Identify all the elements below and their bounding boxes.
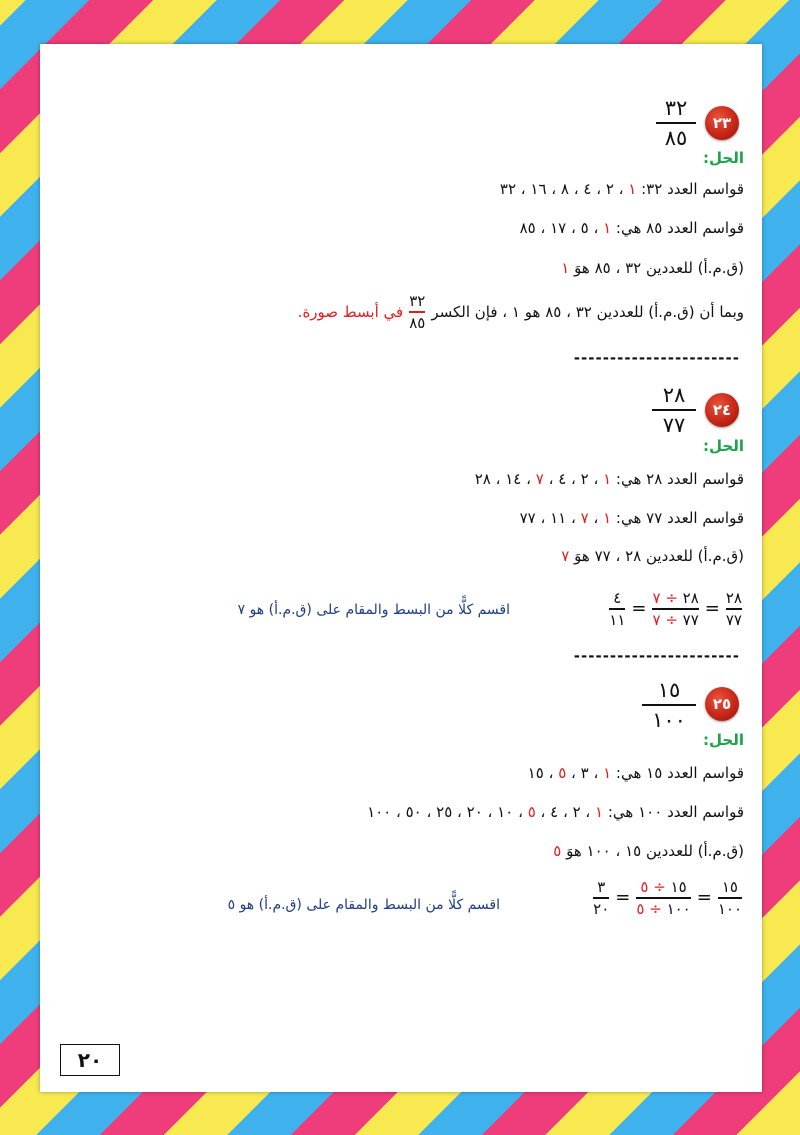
p25-equation: $\frac{١٥}{١٠٠}$ = $\frac{١٥ \div ٥}{١٠٠ \div ٥}$ = $\frac{٣}{٢٠}$ xyxy=(593,878,742,918)
p25-divisors-100: قواسم العدد ١٠٠ هي: ١ ، ٢ ، ٤ ، ٥ ، ١٠ ، ٢٠ ، ٢٥ ، ٥٠ ، ١٠٠ xyxy=(367,803,744,821)
problem-23-badge xyxy=(705,106,739,140)
problem-25-number: ٢٥ xyxy=(712,695,732,713)
p24-gcd: (ق.م.أ) للعددين ٢٨ ، ٧٧ هوَ ٧ xyxy=(561,547,744,565)
separator: ----------------------- xyxy=(573,647,740,665)
p24-note: اقسم كلًّا من البسط والمقام على (ق.م.أ) هو ٧ xyxy=(237,602,510,618)
problem-24-fraction: ٢٨ ٧٧ xyxy=(652,383,696,437)
fraction-bar xyxy=(656,122,696,124)
p24-eq-original: $\frac{٢٨}{٧٧}$ xyxy=(725,589,742,629)
solution-label-25: الحل: xyxy=(703,731,744,749)
page-number: ٢٠ xyxy=(60,1044,120,1076)
p23-conclusion-fraction: $\frac{٣٢}{٨٥}$ xyxy=(409,292,426,332)
problem-25-fraction: ١٥ ١٠٠ xyxy=(642,678,696,732)
p24-equation: $\frac{٢٨}{٧٧}$ = $\frac{٢٨ \div ٧}{٧٧ \div ٧}$ = $\frac{٤}{١١}$ xyxy=(609,589,742,629)
problem-23-denominator: ٨٥ xyxy=(664,126,688,150)
p24-eq-division: $\frac{٢٨ \div ٧}{٧٧ \div ٧}$ xyxy=(652,589,699,629)
p25-eq-result: $\frac{٣}{٢٠}$ xyxy=(593,878,610,918)
problem-23-fraction xyxy=(656,96,696,150)
page-sheet xyxy=(40,44,762,1092)
p25-divisors-15: قواسم العدد ١٥ هي: ١ ، ٣ ، ٥ ، ١٥ xyxy=(527,764,744,782)
solution-label-24: الحل: xyxy=(703,437,744,455)
p24-divisors-28: قواسم العدد ٢٨ هي: ١ ، ٢ ، ٤ ، ٧ ، ١٤ ، ٢٨ xyxy=(474,470,744,488)
separator: ----------------------- xyxy=(573,349,740,367)
problem-24-number: ٢٤ xyxy=(712,401,732,419)
problem-23-number: ٢٣ xyxy=(712,114,732,132)
p25-eq-division: $\frac{١٥ \div ٥}{١٠٠ \div ٥}$ xyxy=(636,878,691,918)
solution-label-23: الحل: xyxy=(703,149,744,167)
p23-divisors-32: قواسم العدد ٣٢: ١ ، ٢ ، ٤ ، ٨ ، ١٦ ، ٣٢ xyxy=(499,180,744,198)
problem-23-numerator: ٣٢ xyxy=(664,96,688,120)
p25-eq-original: $\frac{١٥}{١٠٠}$ xyxy=(717,878,742,918)
p24-eq-result: $\frac{٤}{١١}$ xyxy=(609,589,626,629)
p24-divisors-77: قواسم العدد ٧٧ هي: ١ ، ٧ ، ١١ ، ٧٧ xyxy=(519,509,744,527)
problem-24-badge xyxy=(705,393,739,427)
p23-conclusion: وبما أن (ق.م.أ) للعددين ٣٢ ، ٨٥ هو ١ ، فإن الكسر $\frac{٣٢}{٨٥}$ في أبسط صورة. xyxy=(297,292,744,332)
p23-gcd: (ق.م.أ) للعددين ٣٢ ، ٨٥ هوَ ١ xyxy=(561,259,744,277)
problem-25-badge xyxy=(705,687,739,721)
p25-note: اقسم كلًّا من البسط والمقام على (ق.م.أ) هو ٥ xyxy=(227,897,500,913)
p23-divisors-85: قواسم العدد ٨٥ هي: ١ ، ٥ ، ١٧ ، ٨٥ xyxy=(519,219,744,237)
p25-gcd: (ق.م.أ) للعددين ١٥ ، ١٠٠ هوَ ٥ xyxy=(553,842,744,860)
